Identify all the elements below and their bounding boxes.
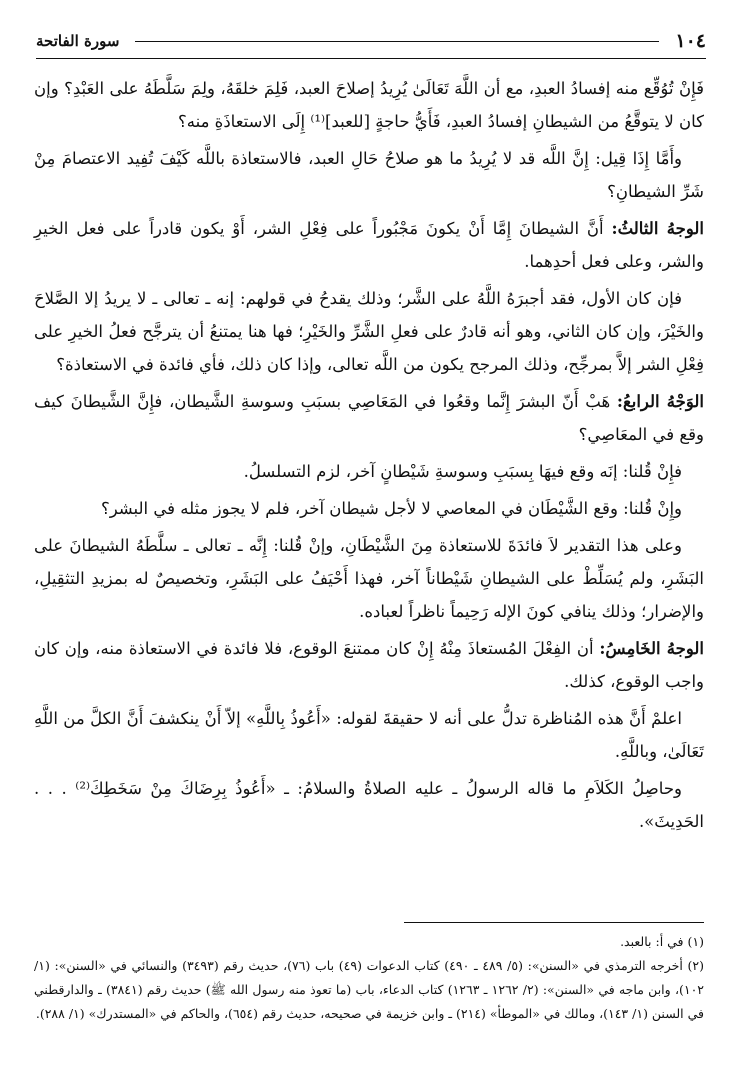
main-text	[34, 72, 704, 842]
paragraph	[34, 385, 704, 451]
page-header	[36, 26, 706, 56]
header-rule	[135, 41, 659, 42]
paragraph: اعلمْ أَنَّ هذه المُناظرة تدلُّ على أنه لا حقيقةَ لقوله: «أَعُوذُ بِاللَّهِ» إلاّ أَنْ ينكشفَ أَنَّ الكلَّ من اللَّهِ تَعَالَىٰ، وباللَّهِ.	[34, 709, 704, 761]
paragraph-text: أَنَّ الشيطانَ إِمَّا أَنْ يكونَ مَجْبُوراً على فِعْلِ الشر، أَوْ يكون قادراً على فعل الخيرِ والشر، وعلى فعل أحدِهما.	[34, 219, 704, 271]
section-label: الوجهُ الثالثُ:	[611, 219, 704, 238]
footnote-separator	[404, 922, 704, 923]
section-label: الوجهُ الخَامِسُ:	[599, 639, 704, 658]
paragraph	[34, 632, 704, 698]
footnotes	[34, 930, 704, 1026]
paragraph: فإن كان الأول، فقد أجبرَهُ اللَّهُ على الشَّر؛ وذلك يقدحُ في قولهم: إنه ـ تعالى ـ لا يريدُ إلا الصَّلاحَ والخَيْرَ، وإن كان الثاني، وهو أنه قادرٌ على فعلِ الشَّرِّ والخَيْرِ؛ فها هنا يمتنعُ أن يترجَّح فعلُ الخيرِ على فِعْلِ الشر إلاَّ بمرجِّح، وذلك المرجح يكون من اللَّه تعالى، وإذا كان ذلك، فأي فائدة في الاستعاذة؟	[34, 289, 704, 374]
surah-title: سورة الفاتحة	[36, 32, 120, 50]
footnote-2: (٢) أخرجه الترمذي في «السنن»: (٥/ ٤٨٩ ـ ٤٩٠) كتاب الدعوات (٤٩) باب (٧٦)، حديث رقم (٣٤٩٣) والنسائي في «السنن»: (١/ ١٠٢)، وابن ماجه في «السنن»: (٢/ ١٢٦٢ ـ ١٢٦٣) كتاب الدعاء، باب (ما تعوذ منه رسول الله ﷺ) حديث رقم (٣٨٤١) ـ والدارقطني في السنن (١/ ١٤٣)، ومالك في «الموطأ» (٢١٤) ـ وابن خزيمة في صحيحه، حديث رقم (٦٥٤)، والحاكم في «المستدرك» (١/ ٢٨٨).	[34, 958, 705, 1021]
paragraph: فَإِنْ تُوُقِّع منه إفسادُ العبدِ، مع أن اللَّهَ تَعَالَىٰ يُرِيدُ إصلاحَ العبد، فَلِمَ خلقَهُ، ولِمَ سَلَّطَهُ على العَبْدِ؟ وإن كان لا يتوقَّعُ من الشيطانِ إفسادُ العبدِ، فَأَيُّ حاجةٍ [للعبد]⁽¹⁾ إِلَى الاستعاذَةِ منه؟	[34, 79, 704, 131]
paragraph-text: هَبْ أَنّ البشرَ إِنَّما وقعُوا في المَعَاصِي بسبَبِ وسوسةِ الشَّيطان، فإِنَّ الشَّيطانَ كيف وقع في المعَاصِي؟	[34, 392, 704, 444]
paragraph: وعلى هذا التقدير لاَ فائدَةَ للاستعاذة مِنَ الشَّيْطَانِ، وإنْ قُلنا: إِنَّه ـ تعالى ـ سلَّطَهُ الشيطانَ على البَشَرِ، ولم يُسَلِّطْ على الشيطانِ شَيْطاناً آخر، فهذا أَحْيَفُ على البَشَرِ، وتخصيصٌ له بمزيدِ التثقِيلِ، والإضرار؛ وذلك ينافي كونَ الإله رَحِيماً ناظراً لعباده.	[34, 536, 704, 621]
section-label: الوَجْهُ الرابعُ:	[616, 392, 704, 411]
paragraph: فإِنْ قُلنا: إنَه وقع فيهَا بِسبَبِ وسوسةِ شَيْطانٍ آخر، لزم التسلسلُ.	[243, 462, 682, 481]
header-underline	[36, 58, 706, 59]
paragraph: وحاصِلُ الكَلاَمِ ما قاله الرسولُ ـ عليه الصلاةُ والسلامُ: ـ «أَعُوذُ بِرِضَاكَ مِنْ سَخَطِكَ⁽²⁾ . . . الحَدِيثَ».	[34, 779, 704, 831]
paragraph: وأَمَّا إِذَا قِيل: إِنَّ اللَّه قد لا يُرِيدُ ما هو صلاحُ حَالِ العبد، فالاستعاذة باللَّه كَيْفَ تُفِيد الاعتصامَ مِنْ شَرِّ الشيطانِ؟	[34, 149, 704, 201]
paragraph: وإِنْ قُلنا: وقع الشَّيْطَان في المعاصي لا لأجل شيطان آخر، فلم لا يجوز مثله في البشر؟	[100, 499, 682, 518]
paragraph-text: أن الفِعْلَ المُستعاذَ مِنْهُ إِنْ كان ممتنعَ الوقوع، فلا فائدة في الاستعاذة منه، وإن كان واجب الوقوع، كذلك.	[34, 639, 704, 691]
page-number: ١٠٤	[675, 30, 706, 52]
paragraph	[34, 212, 704, 278]
footnote-1: (١) في أ: بالعبد.	[620, 934, 704, 949]
